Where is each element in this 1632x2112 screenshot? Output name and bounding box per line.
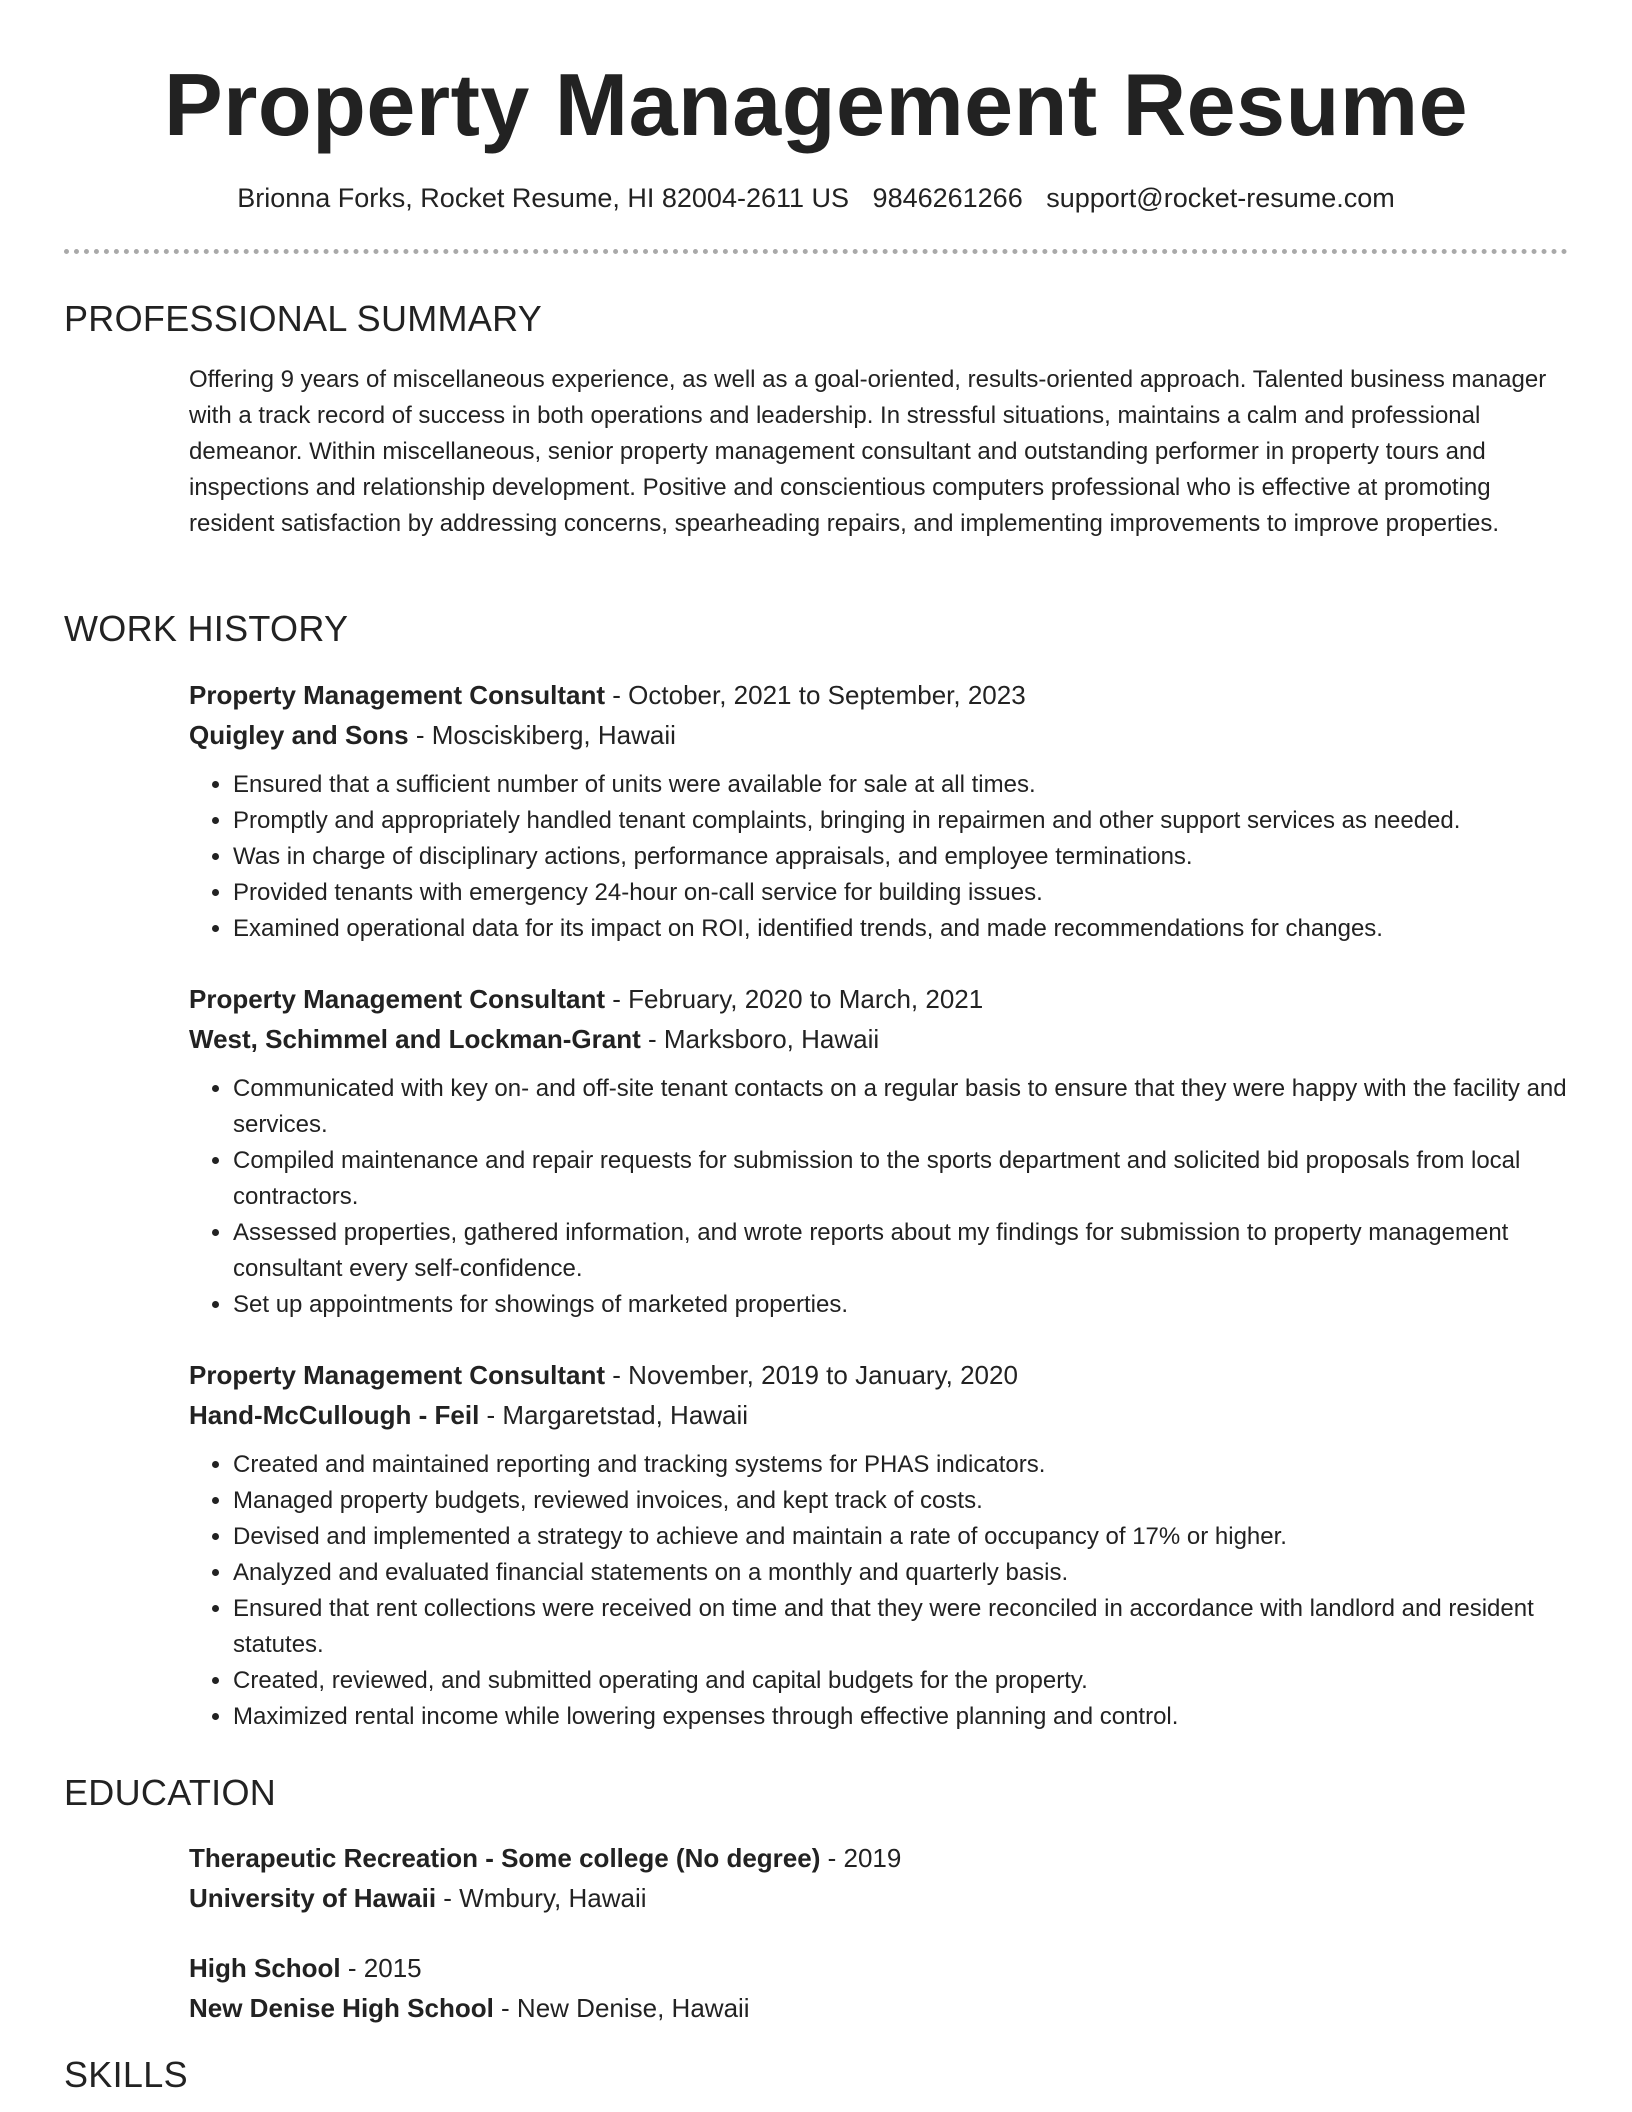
education-location: - Wmbury, Hawaii	[436, 1883, 647, 1913]
job-role: Property Management Consultant	[189, 984, 606, 1014]
job-dates: - February, 2020 to March, 2021	[605, 984, 984, 1014]
education-year: - 2019	[820, 1843, 902, 1873]
education-location: - New Denise, Hawaii	[493, 1993, 750, 2023]
education-year: - 2015	[340, 1953, 422, 1983]
education-degree: High School	[189, 1953, 341, 1983]
job-bullet: • Was in charge of disciplinary actions, performance appraisals, and employee terminations.	[233, 839, 1569, 875]
section-title-education: EDUCATION	[64, 1772, 277, 1813]
education-degree-line	[189, 1948, 1569, 1988]
job-bullets	[189, 767, 1569, 947]
section-title-work-history: WORK HISTORY	[64, 608, 349, 649]
job-role: Property Management Consultant	[189, 1360, 606, 1390]
job-company-line	[189, 1395, 1569, 1435]
summary-block	[189, 362, 1569, 542]
header-divider	[64, 249, 1568, 254]
education-entry	[189, 1838, 1569, 1918]
job-dates: - October, 2021 to September, 2023	[605, 680, 1026, 710]
job-bullet: • Assessed properties, gathered information, and wrote reports about my findings for submission to property management consultant every self-confidence.	[233, 1215, 1569, 1287]
education-degree: Therapeutic Recreation - Some college (No degree)	[189, 1843, 821, 1873]
job-role-line	[189, 675, 1569, 715]
education-school-line	[189, 1878, 1569, 1918]
job-bullet: • Managed property budgets, reviewed invoices, and kept track of costs.	[233, 1483, 1569, 1519]
job-role-line	[189, 1355, 1569, 1395]
job-company: Hand-McCullough - Feil	[189, 1400, 480, 1430]
resume-title: Property Management Resume	[163, 55, 1469, 154]
job-bullet: • Maximized rental income while lowering expenses through effective planning and control.	[233, 1699, 1569, 1735]
job-bullet: • Communicated with key on- and off-site tenant contacts on a regular basis to ensure that they were happy with the facility and services.	[233, 1071, 1569, 1143]
summary-text: Offering 9 years of miscellaneous experience, as well as a goal-oriented, results-oriented approach. Talented business manager with a track record of success in both operations and leadership. In stressful situations, maintains a calm and professional demeanor. Within miscellaneous, senior property management consultant and outstanding performer in property tours and inspections and relationship development. Positive and conscientious computers professional who is effective at promoting resident satisfaction by addressing concerns, spearheading repairs, and implementing improvements to improve properties.	[189, 366, 1547, 537]
job-bullet: • Ensured that a sufficient number of units were available for sale at all times.	[233, 767, 1569, 803]
job-location: - Marksboro, Hawaii	[640, 1024, 880, 1054]
education-school: University of Hawaii	[189, 1883, 437, 1913]
job-bullet: • Set up appointments for showings of marketed properties.	[233, 1287, 1569, 1323]
contact-phone: 9846261266	[872, 183, 1023, 213]
job-role: Property Management Consultant	[189, 680, 606, 710]
job-location: - Mosciskiberg, Hawaii	[408, 720, 676, 750]
job-dates: - November, 2019 to January, 2020	[605, 1360, 1018, 1390]
job-entry	[189, 675, 1569, 947]
section-title-summary: PROFESSIONAL SUMMARY	[64, 298, 543, 339]
job-company: Quigley and Sons	[189, 720, 409, 750]
job-bullet: • Provided tenants with emergency 24-hour on-call service for building issues.	[233, 875, 1569, 911]
job-company: West, Schimmel and Lockman-Grant	[189, 1024, 641, 1054]
job-role-line	[189, 979, 1569, 1019]
job-bullet: • Promptly and appropriately handled tenant complaints, bringing in repairmen and other support services as needed.	[233, 803, 1569, 839]
section-title-skills: SKILLS	[64, 2054, 188, 2095]
job-bullet: • Analyzed and evaluated financial statements on a monthly and quarterly basis.	[233, 1555, 1569, 1591]
job-entry	[189, 1355, 1569, 1735]
job-bullet: • Devised and implemented a strategy to achieve and maintain a rate of occupancy of 17% or higher.	[233, 1519, 1569, 1555]
job-company-line	[189, 715, 1569, 755]
job-bullet: • Created and maintained reporting and tracking systems for PHAS indicators.	[233, 1447, 1569, 1483]
education-school: New Denise High School	[189, 1993, 494, 2023]
contact-address: Brionna Forks, Rocket Resume, HI 82004-2611 US	[237, 183, 850, 213]
job-location: - Margaretstad, Hawaii	[479, 1400, 749, 1430]
job-bullet: • Ensured that rent collections were received on time and that they were reconciled in accordance with landlord and resident statutes.	[233, 1591, 1569, 1663]
education-degree-line	[189, 1838, 1569, 1878]
job-bullet: • Compiled maintenance and repair requests for submission to the sports department and solicited bid proposals from local contractors.	[233, 1143, 1569, 1215]
job-bullets	[189, 1447, 1569, 1735]
job-bullets	[189, 1071, 1569, 1323]
job-company-line	[189, 1019, 1569, 1059]
job-entry	[189, 979, 1569, 1323]
contact-line	[0, 181, 1632, 215]
education-entry	[189, 1948, 1569, 2028]
education-school-line	[189, 1988, 1569, 2028]
job-bullet: • Examined operational data for its impact on ROI, identified trends, and made recommendations for changes.	[233, 911, 1569, 947]
job-bullet: • Created, reviewed, and submitted operating and capital budgets for the property.	[233, 1663, 1569, 1699]
contact-email: support@rocket-resume.com	[1046, 183, 1395, 213]
